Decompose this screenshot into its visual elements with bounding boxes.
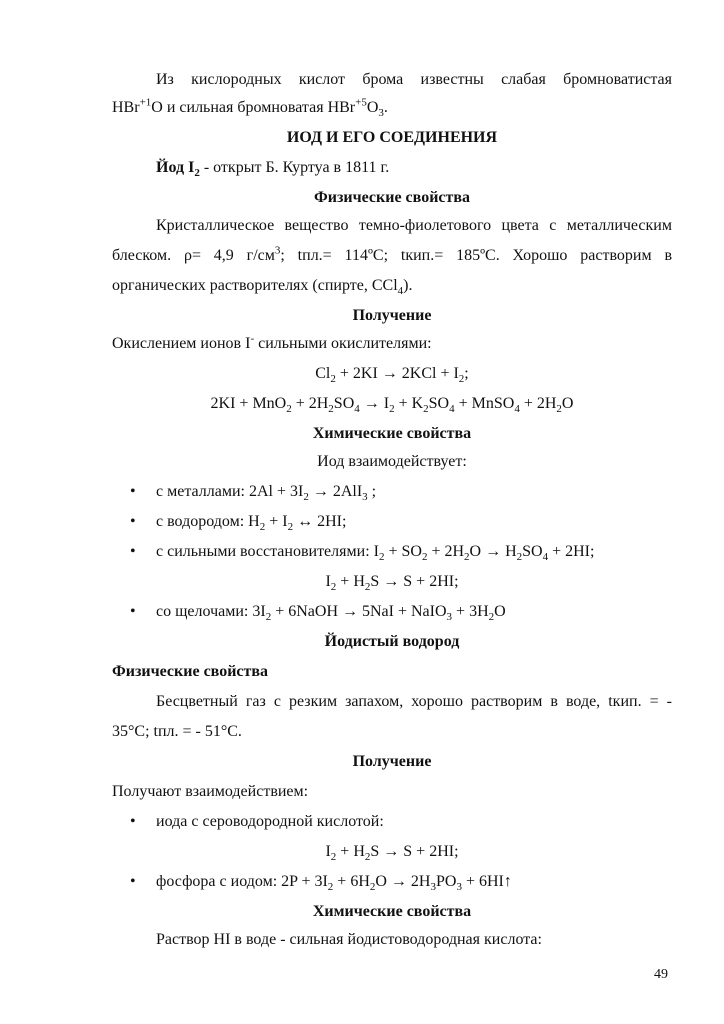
preparation-text: Окислением ионов I- сильными окислителями: <box>112 332 432 352</box>
bullet-icon: • <box>130 603 136 620</box>
list-item-iodine-h2s: иода с сероводородной кислотой: <box>156 813 384 830</box>
hi-preparation-text: Получают взаимодействием: <box>112 783 309 800</box>
list-item-phosphorus: фосфора с иодом: $2P + 3I_2 + 6H_2O \to 2H_3PO_3$ + 6HI↑ <box>156 873 512 894</box>
equation-hi-prep-1: $I_2 + H_2S \to S + 2HI$; <box>325 843 459 864</box>
hi-physical-line-1: Бесцветный газ с резким запахом, хорошо растворим в воде, tкип. = - <box>156 693 672 710</box>
bullet-icon: • <box>130 543 136 560</box>
heading-hi-chemical: Химические свойства <box>312 903 472 920</box>
heading-chemical-properties: Химические свойства <box>312 425 472 442</box>
heading-hydrogen-iodide: Йодистый водород <box>324 633 460 650</box>
paragraph-bromine-line-1: Из кислородных кислот брома известны слабая бромноватистая <box>156 71 672 88</box>
list-item-hydrogen: с водородом: $H_2 + I_2$ ↔ 2HI; <box>156 513 347 534</box>
heading-iodine: ИОД И ЕГО СОЕДИНЕНИЯ <box>286 129 498 146</box>
list-item-alkali: со щелочами: $3I_2$ + 6NaOH → 5NaI + NaIO$_3$ + $3H_2O$ <box>156 603 506 624</box>
heading-hi-physical: Физические свойства <box>112 663 269 680</box>
bullet-icon: • <box>130 873 136 890</box>
list-item-metals: с металлами: $2Al + 3I_2 \to 2AlI_3$ ; <box>156 483 377 504</box>
heading-hi-preparation: Получение <box>352 753 432 770</box>
bullet-icon: • <box>130 483 136 500</box>
hi-physical-line-2: 35°С; tпл. = - 51°С. <box>112 723 242 740</box>
bullet-icon: • <box>130 813 136 830</box>
physical-line-2: блеском. ρ= 4,9 $г/см^3$; tпл.= 114ºС; tкип.= 185ºС. Хорошо растворим в <box>112 244 672 264</box>
list-item-reducers: с сильными восстановителями: $I_2 + SO_2 + 2H_2O \to H_2SO_4 + 2HI$; <box>156 543 595 564</box>
iodine-intro: Йод $I_2$ - открыт Б. Куртуа в 1811 г. <box>156 159 390 180</box>
bullet-icon: • <box>130 513 136 530</box>
equation-1: $Cl_2 + 2KI \to 2KCl + I_2$; <box>315 365 469 386</box>
page-number: 49 <box>654 967 668 982</box>
paragraph-bromine-line-2: HBr$^{+1}$O и сильная бромноватая $HBr^{+5}O_3$. <box>112 96 388 120</box>
hi-chemical-text: Раствор HI в воде - сильная йодистоводородная кислота: <box>156 931 542 948</box>
physical-line-3: органических растворителях (спирте, CCl$_4$). <box>112 277 413 298</box>
physical-line-1: Кристаллическое вещество темно-фиолетового цвета с металлическим <box>156 217 672 234</box>
equation-reducers-2: $I_2 + H_2S \to S + 2HI$; <box>325 573 459 594</box>
equation-2: $2KI + MnO_2 + 2H_2SO_4 \to I_2 + K_2SO_4$ + MnSO$_4$ + $2H_2O$ <box>210 395 574 416</box>
chemical-intro: Иод взаимодействует: <box>317 453 467 470</box>
heading-preparation: Получение <box>352 307 432 324</box>
heading-physical-properties: Физические свойства <box>313 189 471 206</box>
